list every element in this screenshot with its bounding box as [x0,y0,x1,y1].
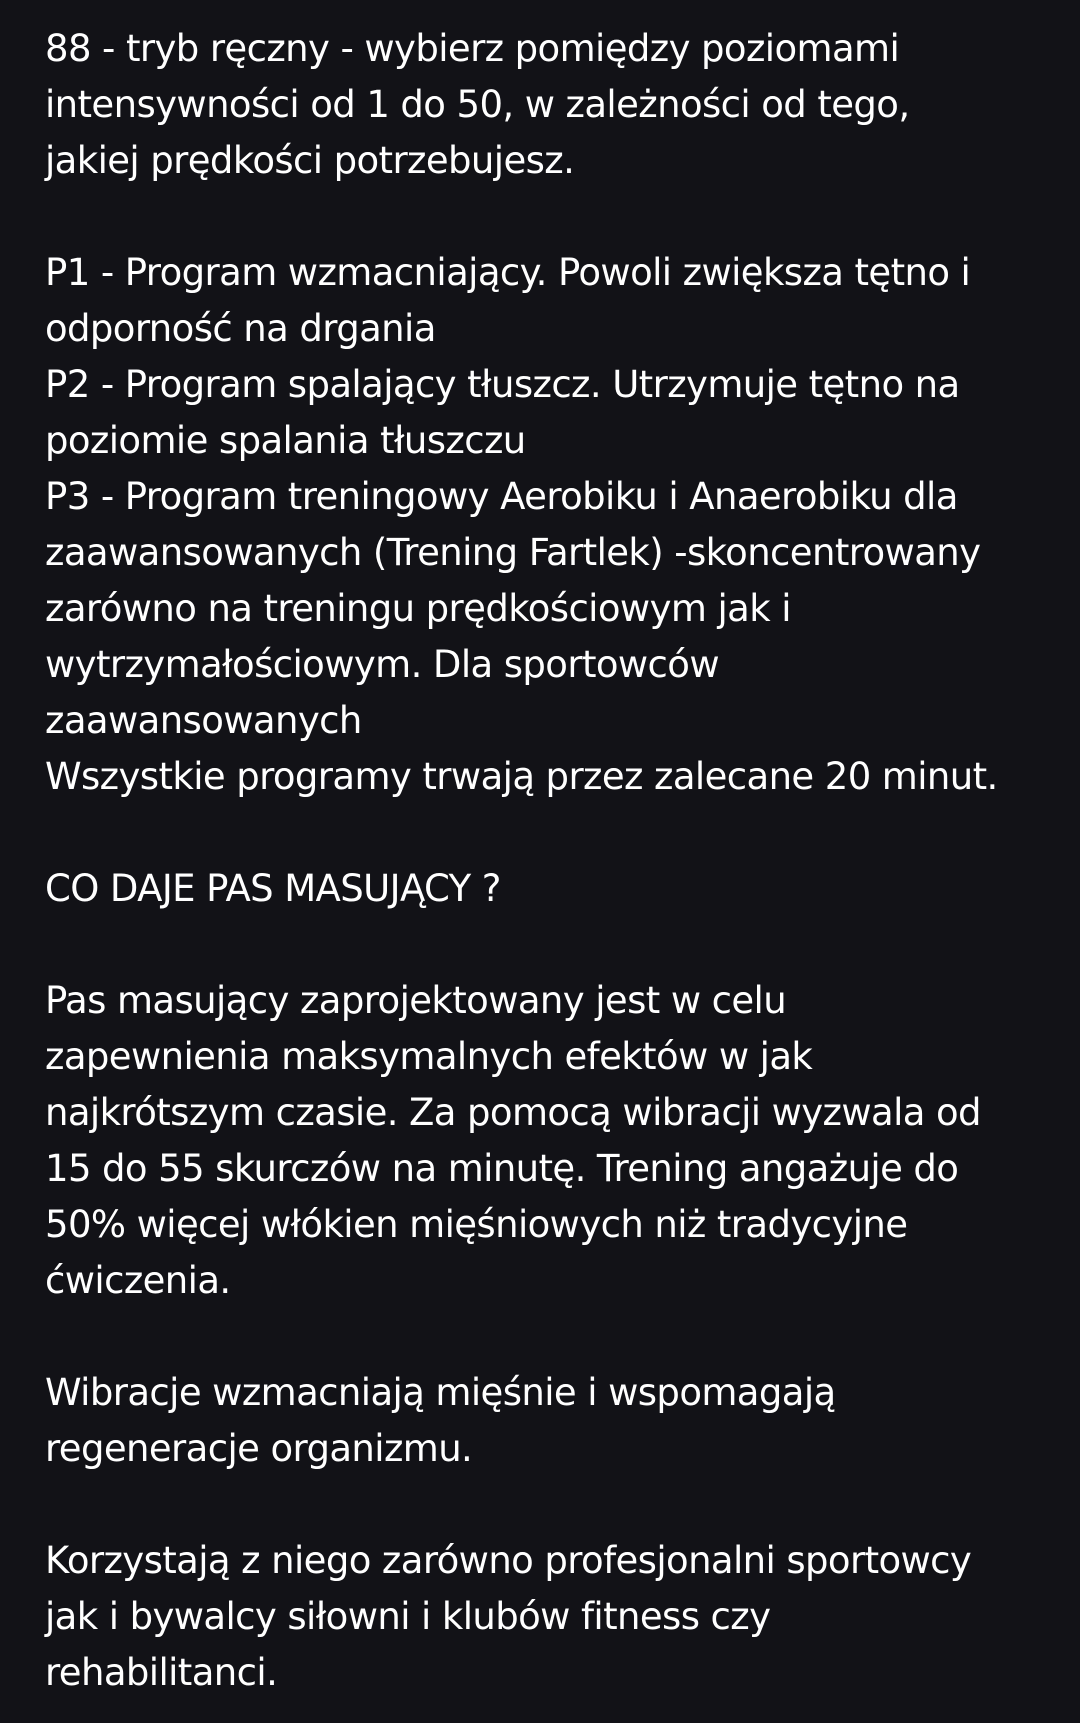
text-line: odporność na drgania [45,307,436,350]
text-line: P2 - Program spalający tłuszcz. Utrzymuje tętno na [45,363,960,406]
text-line: Pas masujący zaprojektowany jest w celu [45,979,787,1022]
text-line: rehabilitanci. [45,1651,278,1694]
text-line: 88 - tryb ręczny - wybierz pomiędzy poziomami [45,27,900,70]
text-line: zarówno na treningu prędkościowym jak i [45,587,791,630]
text-line: P3 - Program treningowy Aerobiku i Anaerobiku dla [45,475,958,518]
text-line: Wszystkie programy trwają przez zalecane 20 minut. [45,755,998,798]
programs-paragraph [45,245,1040,805]
users-paragraph [45,1533,1040,1701]
text-line: ćwiczenia. [45,1259,231,1302]
section-heading: CO DAJE PAS MASUJĄCY ? [45,867,501,910]
text-line: Korzystają z niego zarówno profesjonalni sportowcy [45,1539,972,1582]
text-line: zaawansowanych (Trening Fartlek) -skoncentrowany [45,531,981,574]
text-line: wytrzymałościowym. Dla sportowców [45,643,719,686]
text-line: najkrótszym czasie. Za pomocą wibracji wyzwala od [45,1091,981,1134]
vibrations-paragraph [45,1365,1040,1477]
text-line: regeneracje organizmu. [45,1427,473,1470]
text-line: poziomie spalania tłuszczu [45,419,526,462]
belt-description-paragraph [45,973,1040,1309]
text-line: zaawansowanych [45,699,362,742]
text-line: 15 do 55 skurczów na minutę. Trening angażuje do [45,1147,959,1190]
text-line: zapewnienia maksymalnych efektów w jak [45,1035,813,1078]
text-line: Wibracje wzmacniają mięśnie i wspomagają [45,1371,836,1414]
text-line: 50% więcej włókien mięśniowych niż tradycyjne [45,1203,908,1246]
text-line: P1 - Program wzmacniający. Powoli zwiększa tętno i [45,251,971,294]
text-line: jakiej prędkości potrzebujesz. [45,139,575,182]
text-line: jak i bywalcy siłowni i klubów fitness czy [45,1595,771,1638]
text-line: intensywności od 1 do 50, w zależności od tego, [45,83,910,126]
mode-88-paragraph [45,21,1040,189]
